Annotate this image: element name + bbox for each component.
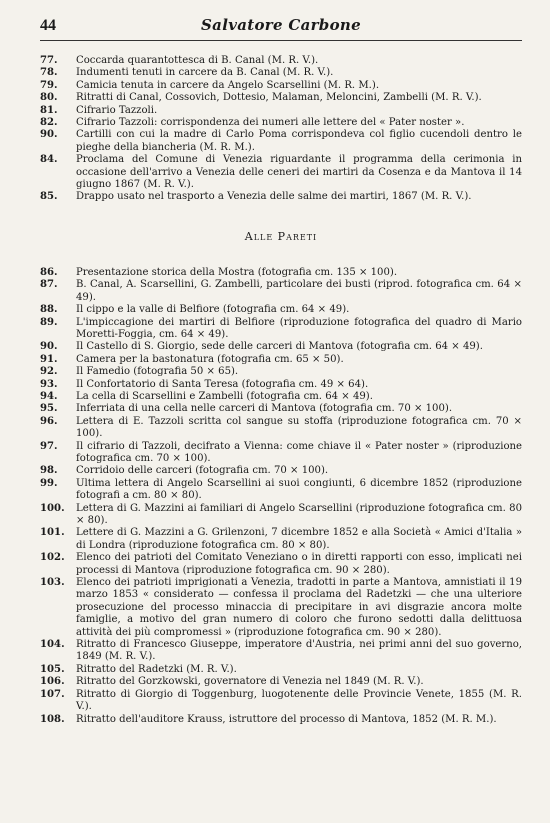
list-item <box>40 191 522 203</box>
item-number: 89. <box>40 316 58 328</box>
item-number: 95. <box>40 403 58 415</box>
item-text: Ritratti di Canal, Cossovich, Dottesio, Malaman, Meloncini, Zambelli (M. R. V.). <box>76 92 482 104</box>
item-text: Corridoio delle carceri (fotografia cm. 70 × 100). <box>76 465 329 477</box>
list-item <box>40 577 522 639</box>
item-text: Ritratto del Gorzkowski, governatore di Venezia nel 1849 (M. R. V.). <box>76 676 424 688</box>
item-number: 100. <box>40 502 65 514</box>
item-number: 79. <box>40 79 58 91</box>
item-text: Ritratto del Radetzki (M. R. V.). <box>76 663 237 675</box>
running-head: Salvatore Carbone <box>201 16 361 34</box>
item-number: 88. <box>40 304 58 316</box>
item-number: 91. <box>40 353 58 365</box>
item-text: Lettera di G. Mazzini ai familiari di Angelo Scarsellini (riproduzione fotografica cm. 80 × 80). <box>76 502 522 526</box>
item-number: 77. <box>40 55 58 66</box>
item-number: 97. <box>40 440 58 452</box>
item-text: Il cippo e la valle di Belfiore (fotografia cm. 64 × 49). <box>76 304 350 316</box>
item-number: 81. <box>40 104 58 116</box>
list-item <box>40 639 522 664</box>
item-number: 90. <box>40 341 58 353</box>
item-number: 105. <box>40 663 65 675</box>
list-item <box>40 714 522 726</box>
section-title: Alle Pareti <box>244 229 318 243</box>
item-text: Il cifrario di Tazzoli, decifrato a Vienna: come chiave il « Pater noster » (riproduzione fotografica cm. 70 × 100). <box>76 440 522 464</box>
item-text: Presentazione storica della Mostra (fotografia cm. 135 × 100). <box>76 266 398 278</box>
list-item <box>40 154 522 191</box>
item-text: Camicia tenuta in carcere da Angelo Scarsellini (M. R. M.). <box>76 79 380 91</box>
list-item <box>40 279 522 304</box>
item-number: 87. <box>40 279 58 291</box>
item-number: 78. <box>40 67 58 79</box>
item-number: 96. <box>40 415 58 427</box>
item-text: Lettera di E. Tazzoli scritta col sangue su stoffa (riproduzione fotografica cm. 70 × 100). <box>76 415 522 440</box>
item-text: Lettere di G. Mazzini a G. Grilenzoni, 7 dicembre 1852 e alla Società « Amici d'Italia » di Londra (riproduzione fotografica cm. 80 × 80). <box>76 527 522 551</box>
list-item <box>40 503 522 528</box>
list-item <box>40 465 522 477</box>
item-number: 104. <box>40 639 65 651</box>
item-text: Il Castello di S. Giorgio, sede delle carceri di Mantova (fotografia cm. 64 × 49). <box>76 341 483 353</box>
item-number: 108. <box>40 713 65 725</box>
list-item <box>40 129 522 154</box>
item-number: 90. <box>40 129 58 141</box>
item-number: 93. <box>40 378 58 390</box>
entry-list-objects <box>40 55 522 204</box>
list-item <box>40 416 522 441</box>
item-number: 82. <box>40 117 58 129</box>
item-number: 80. <box>40 92 58 104</box>
item-text: Elenco dei patrioti imprigionati a Venezia, tradotti in parte a Mantova, amnistiati il 19 marzo 1853 « considerato — confessa il proclama del Radetzki — che una ulteriore prosecuzione del processo minaccia di precipitare in avi disgrazie ancora molte famiglie, a motivo del gran numero di coloro che furono sedotti dalla delittuosa attività dei più compromessi » (riproduzione fotografica cm. 90 × 280). <box>76 577 522 638</box>
list-item <box>40 552 522 577</box>
list-item <box>40 379 522 391</box>
item-text: Inferriata di una cella nelle carceri di Mantova (fotografia cm. 70 × 100). <box>76 403 453 415</box>
item-number: 107. <box>40 688 65 700</box>
item-text: Coccarda quarantottesca di B. Canal (M. R. V.). <box>76 55 319 66</box>
list-item <box>40 478 522 503</box>
item-text: Cifrario Tazzoli. <box>76 104 158 116</box>
list-item <box>40 80 522 92</box>
list-item <box>40 67 522 79</box>
item-number: 86. <box>40 266 58 278</box>
list-item <box>40 676 522 688</box>
list-item <box>40 527 522 552</box>
item-text: Indumenti tenuti in carcere da B. Canal (M. R. V.). <box>76 67 334 79</box>
item-number: 102. <box>40 552 65 564</box>
item-text: Cartilli con cui la madre di Carlo Poma corrispondeva col figlio cucendoli dentro le pieghe della biancheria (M. R. M.). <box>76 129 522 153</box>
item-text: Ritratto di Giorgio di Toggenburg, luogotenente delle Provincie Venete, 1855 (M. R. V.). <box>76 688 522 713</box>
item-number: 99. <box>40 477 58 489</box>
list-item <box>40 354 522 366</box>
item-text: Ritratto di Francesco Giuseppe, imperatore d'Austria, nei primi anni del suo governo, 1849 (M. R. V.). <box>76 639 522 663</box>
list-item <box>40 403 522 415</box>
item-text: Cifrario Tazzoli: corrispondenza dei numeri alle lettere del « Pater noster ». <box>76 117 465 129</box>
item-text: Ultima lettera di Angelo Scarsellini ai suoi congiunti, 6 dicembre 1852 (riproduzione fotografi a cm. 80 × 80). <box>76 477 522 502</box>
item-text: Elenco dei patrioti del Comitato Veneziano o in diretti rapporti con esso, implicati nei processi di Mantova (riproduzione fotografica cm. 90 × 280). <box>76 552 522 576</box>
item-number: 85. <box>40 191 58 203</box>
item-text: B. Canal, A. Scarsellini, G. Zambelli, particolare dei busti (riprod. fotografica cm. 64 × 49). <box>76 279 522 303</box>
list-item <box>40 304 522 316</box>
list-item <box>40 689 522 714</box>
list-item <box>40 366 522 378</box>
item-text: Camera per la bastonatura (fotografia cm. 65 × 50). <box>76 353 344 365</box>
item-text: Il Famedio (fotografia 50 × 65). <box>76 366 239 378</box>
item-text: Il Confortatorio di Santa Teresa (fotografia cm. 49 × 64). <box>76 378 369 390</box>
item-text: Ritratto dell'auditore Krauss, istruttore del processo di Mantova, 1852 (M. R. M.). <box>76 713 497 725</box>
list-item <box>40 317 522 342</box>
page-header: 44 Salvatore Carbone <box>40 16 522 41</box>
list-item <box>40 664 522 676</box>
item-number: 103. <box>40 577 65 589</box>
item-number: 98. <box>40 465 58 477</box>
item-number: 84. <box>40 154 58 166</box>
list-item <box>40 117 522 129</box>
item-number: 92. <box>40 366 58 378</box>
list-item <box>40 267 522 279</box>
list-item <box>40 92 522 104</box>
list-item <box>40 105 522 117</box>
item-number: 94. <box>40 390 58 402</box>
list-item <box>40 341 522 353</box>
item-number: 106. <box>40 676 65 688</box>
item-number: 101. <box>40 527 65 539</box>
entry-list-walls <box>40 267 522 726</box>
item-text: La cella di Scarsellini e Zambelli (fotografia cm. 64 × 49). <box>76 390 373 402</box>
list-item <box>40 55 522 67</box>
item-text: Drappo usato nel trasporto a Venezia delle salme dei martiri, 1867 (M. R. V.). <box>76 191 472 203</box>
item-text: L'impiccagione dei martiri di Belfiore (riproduzione fotografica del quadro di Mario Moretti-Foggia, cm. 64 × 49). <box>76 316 522 340</box>
item-text: Proclama del Comune di Venezia riguardante il programma della cerimonia in occasione dell'arrivo a Venezia delle ceneri dei martiri da Cosenza e da Mantova il 14 giugno 1867 (M. R. V.). <box>76 154 522 191</box>
list-item <box>40 441 522 466</box>
list-item <box>40 391 522 403</box>
